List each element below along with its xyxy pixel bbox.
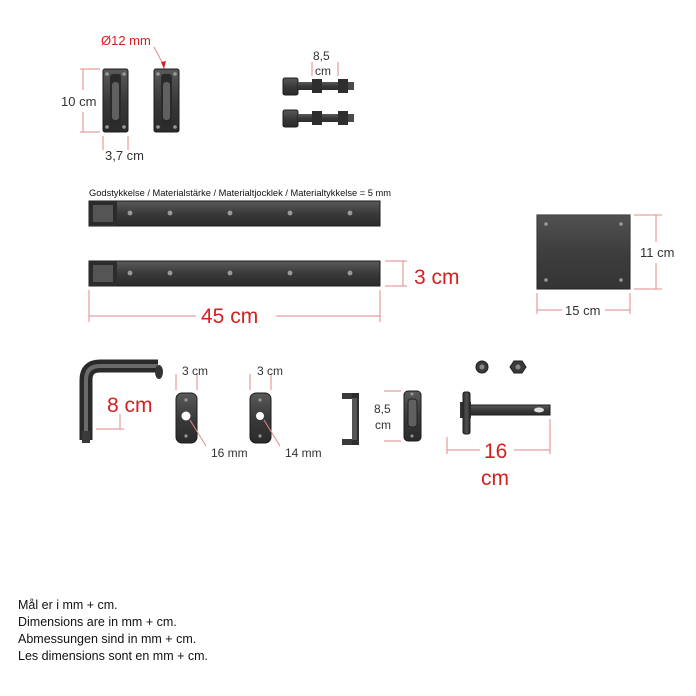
strap-height-label: 3 cm bbox=[414, 266, 460, 289]
hook-height-label: 8 cm bbox=[107, 394, 153, 417]
washer1-width-label: 3 cm bbox=[182, 364, 209, 378]
screw-spacing-value: 8,5 bbox=[313, 49, 330, 63]
plate-height-label: 11 cm bbox=[640, 245, 675, 260]
strap-hinge-top bbox=[89, 201, 380, 226]
note-french: Les dimensions sont en mm + cm. bbox=[18, 649, 209, 663]
note-norwegian: Mål er i mm + cm. bbox=[18, 598, 118, 612]
strap-hinge-bottom bbox=[89, 261, 380, 286]
plate-width-label: 15 cm bbox=[565, 303, 601, 318]
staple bbox=[342, 393, 357, 445]
material-thickness-note: Godstykkelse / Materialstärke / Materialtjocklek / Materialtykkelse = 5 mm bbox=[89, 188, 391, 198]
pin-length-unit: cm bbox=[481, 467, 509, 490]
strap-length-label: 45 cm bbox=[201, 305, 259, 328]
note-german: Abmessungen sind in mm + cm. bbox=[18, 632, 197, 646]
hook-screw-top bbox=[283, 78, 354, 95]
washer-plate-16mm bbox=[176, 393, 197, 443]
washer1-hole-label: 16 mm bbox=[211, 446, 248, 460]
bolt-diameter-label: Ø12 mm bbox=[101, 33, 151, 48]
staple-dimensions bbox=[384, 391, 401, 441]
mounting-plate bbox=[537, 215, 630, 289]
bolt-height-label: 10 cm bbox=[61, 94, 97, 109]
staple-height-value: 8,5 bbox=[374, 402, 391, 416]
washer2-hole-label: 14 mm bbox=[285, 446, 322, 460]
staple-height-unit: cm bbox=[375, 418, 391, 432]
staple-plate bbox=[404, 391, 421, 441]
washer-plate-14mm bbox=[250, 393, 271, 443]
washer2-width-label: 3 cm bbox=[257, 364, 284, 378]
gudgeon-pin bbox=[460, 392, 550, 434]
dimension-notes bbox=[18, 597, 208, 665]
pin-length-value: 16 bbox=[484, 440, 508, 463]
hook-screw-bottom bbox=[283, 110, 354, 127]
note-english: Dimensions are in mm + cm. bbox=[18, 615, 177, 629]
screw-spacing-unit: cm bbox=[315, 64, 331, 78]
bolt-plate-left bbox=[103, 69, 128, 132]
bolt-plate-right bbox=[154, 69, 179, 132]
hex-nut bbox=[510, 361, 526, 373]
bolt-width-label: 3,7 cm bbox=[105, 148, 145, 163]
diameter-arrow-icon bbox=[161, 61, 166, 69]
round-nut bbox=[476, 361, 488, 373]
